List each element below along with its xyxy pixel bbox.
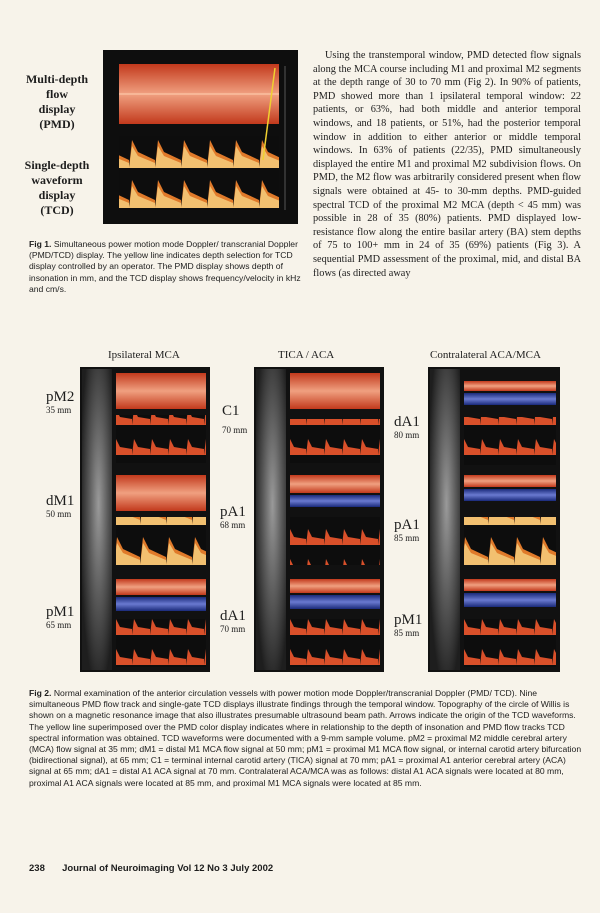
fig2-col1-panels <box>80 367 210 672</box>
fig2-col3-title: Contralateral ACA/MCA <box>430 349 541 361</box>
page-number: 238 <box>29 863 45 874</box>
col2-label-3: dA1 70 mm <box>220 608 246 634</box>
col1-tcd-1 <box>116 415 206 463</box>
col1-pmd-2 <box>116 475 206 511</box>
col3-tcd-3 <box>464 619 556 667</box>
fig2-col3-panels <box>428 367 560 672</box>
col2-pmd-2a <box>290 475 380 493</box>
fig1-label-pmd: Multi-depth flow display (PMD) <box>25 72 88 131</box>
col2-pmd-3b <box>290 595 380 609</box>
col3-pmd-1b <box>464 393 556 405</box>
col2-label-2: pA1 68 mm <box>220 504 246 530</box>
col2-tcd-1 <box>290 419 380 463</box>
col2-label-1: C1 70 mm <box>222 403 248 435</box>
col1-pmd-3b <box>116 597 206 611</box>
col3-label-3: pM1 85 mm <box>394 612 423 638</box>
fig1-caption-lead: Fig 1. <box>29 239 52 249</box>
col2-tcd-2 <box>290 517 380 565</box>
journal-citation: Journal of Neuroimaging Vol 12 No 3 July 2002 <box>62 863 274 874</box>
col3-label-2: pA1 85 mm <box>394 517 420 543</box>
col3-tcd-2 <box>464 517 556 565</box>
body-paragraph: Using the transtemporal window, PMD detected flow signals along the MCA course including M1 and proximal M2 segments at the depth range of 30 to 70 mm (Fig 2). In 90% of patients, PMD showed more than 1 ipsilateral temporal window: 22 patients, or 63%, had both middle and anterior temporal windows, and 18 patients, or 51%, had the posterior temporal window in addition to either anterior or middle temporal windows. In 63% of patients (22/35), PMD simultaneously displayed the entire M1 and proximal M2 subdivision flows. On PMD, the M2 flow was arbitrarily considered present when flow signals were obtained at 45- to 30-mm depths. PMD-guided spectral TCD of the proximal M2 MCA (depth < 45 mm) was possible in 28 of 35 (80%) patients. PMD displayed low-resistance flow along the entire basilar artery (BA) stem depths of 75 to 100+ mm in 24 of 35 (69%) patients (Fig 3). A sequential PMD assessment of the proximal, mid, and distal BA flows (as directed away <box>313 50 581 279</box>
fig1-caption <box>29 239 301 295</box>
col1-label-2: dM1 50 mm <box>46 493 75 519</box>
fig2-col2-panels <box>254 367 384 672</box>
fig1-tcd-waveform <box>119 136 279 210</box>
col2-pmd-3a <box>290 579 380 593</box>
col3-pmd-2b <box>464 489 556 501</box>
col3-tcd-1 <box>464 417 556 465</box>
col3-pmd-3a <box>464 579 556 591</box>
col1-pmd-3a <box>116 579 206 595</box>
fig1-caption-text: Simultaneous power motion mode Doppler/ transcranial Doppler (PMD/TCD) display. The yellow line indicates depth selection for TCD display controlled by an operator. The PMD display shows depth of insonation in mm, and the TCD display shows frequency/velocity in kHz and cm/s. <box>29 239 301 294</box>
col1-tcd-2 <box>116 517 206 565</box>
fig2-caption-lead: Fig 2. <box>29 688 52 698</box>
col2-pmd-1 <box>290 373 380 409</box>
col1-label-3: pM1 65 mm <box>46 604 75 630</box>
fig2-caption <box>29 688 582 789</box>
fig2-col2-title: TICA / ACA <box>278 349 335 361</box>
col3-pmd-2a <box>464 475 556 487</box>
col3-pmd-3b <box>464 593 556 607</box>
col1-label-1: pM2 35 mm <box>46 389 75 415</box>
fig2-col1-title: Ipsilateral MCA <box>108 349 180 361</box>
fig1-image <box>103 50 298 224</box>
col3-pmd-1a <box>464 381 556 391</box>
col2-tcd-3 <box>290 619 380 667</box>
col1-tcd-3 <box>116 619 206 667</box>
col2-pmd-2b <box>290 495 380 507</box>
page-footer <box>29 863 273 874</box>
col1-pmd-1 <box>116 373 206 409</box>
fig2-caption-text: Normal examination of the anterior circulation vessels with power motion mode Doppler/transcranial Doppler (PMD/ TCD). Nine simultaneous PMD flow track and single-gate TCD displays illustrate findings through the temporal window. Topography of the circle of Willis is shown on a magnetic resonance image that also illustrates presumable ultrasound beam path. Arrows indicate the origin of the TCD waveforms. The yellow line superimposed over the PMD color display indicates where in relationship to the depth of insonation and PMD flow tracks TCD spectral information was obtained. TCD waveforms were documented with a 9-mm sample volume. pM2 = proximal M2 middle cerebral artery (MCA) flow signal at 35 mm; dM1 = distal M1 MCA flow signal at 50 mm; pM1 = proximal M1 MCA flow signal, or internal carotid artery bifurcation (bidirectional signal), at 65 mm; C1 = terminal internal carotid artery (TICA) signal at 70 mm; pA1 = proximal A1 anterior cerebral artery (ACA) signal at 65 mm; dA1 = distal A1 ACA signal at 70 mm. Contralateral ACA/MCA was as follows: distal A1 ACA signals were located at 80 mm, proximal A1 ACA signals were located at 85 mm, and proximal M1 MCA signals were located at 85 mm. <box>29 688 582 788</box>
fig1-label-tcd: Single-depth waveform display (TCD) <box>24 158 90 217</box>
col3-label-1: dA1 80 mm <box>394 414 420 440</box>
